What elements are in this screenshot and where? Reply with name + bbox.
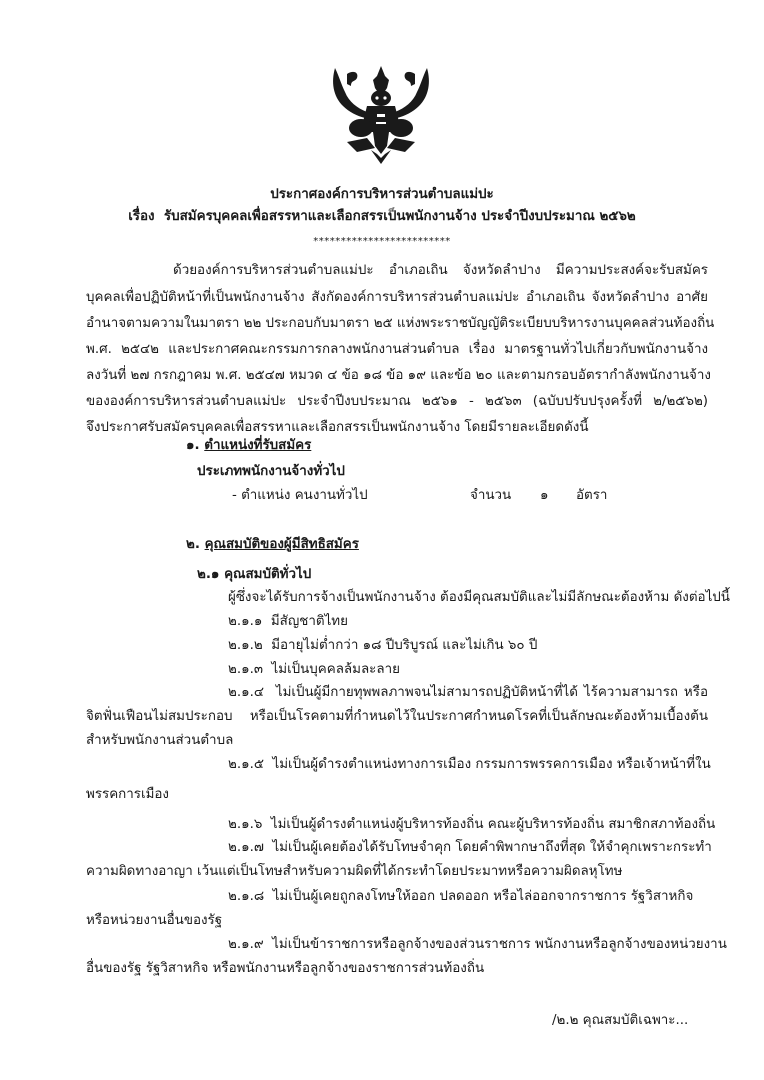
qualification-item xyxy=(228,936,727,954)
section-2-heading xyxy=(186,536,359,554)
item-text: ไม่เป็นข้าราชการหรือลูกจ้างของส่วนราชการ พนักงานหรือลูกจ้างของหน่วยงาน xyxy=(272,937,727,952)
position-unit: อัตรา xyxy=(576,488,608,503)
item-number: ๒.๑.๗ xyxy=(228,840,264,855)
item-number: ๒.๑.๑ xyxy=(228,614,263,629)
subject-text: รับสมัครบุคคลเพื่อสรรหาและเลือกสรรเป็นพนักงานจ้าง ประจำปีงบประมาณ ๒๕๖๒ xyxy=(163,209,636,224)
page-title: ประกาศองค์การบริหารส่วนตำบลแม่ปะ xyxy=(270,187,494,202)
item-number: ๒.๑.๔ xyxy=(228,685,264,700)
intro-line-2: บุคคลเพื่อปฏิบัติหน้าที่เป็นพนักงานจ้าง สังกัดองค์การบริหารส่วนตำบลแม่ปะ อำเภอเถิน จังหวัดลำปาง อาศัย xyxy=(86,290,708,305)
section-2-title: คุณสมบัติของผู้มีสิทธิสมัคร xyxy=(204,537,359,552)
item-text: มีอายุไม่ต่ำกว่า ๑๘ ปีบริบูรณ์ และไม่เกิน ๖๐ ปี xyxy=(271,638,538,653)
intro-line-1: ด้วยองค์การบริหารส่วนตำบลแม่ปะ อำเภอเถิน จังหวัดลำปาง มีความประสงค์จะรับสมัคร xyxy=(173,263,708,278)
item-continuation: พรรคการเมือง xyxy=(86,787,169,802)
item-text: ไม่เป็นผู้ดำรงตำแหน่งทางการเมือง กรรมการพรรคการเมือง หรือเจ้าหน้าที่ใน xyxy=(272,757,711,772)
continuation-note: /๒.๒ คุณสมบัติเฉพาะ... xyxy=(552,1013,689,1028)
item-number: ๒.๑.๖ xyxy=(228,817,263,832)
subject-label: เรื่อง xyxy=(128,209,155,224)
position-count-label: จำนวน xyxy=(470,488,512,503)
intro-line-4: พ.ศ. ๒๕๔๒ และประกาศคณะกรรมการกลางพนักงานส่วนตำบล เรื่อง มาตรฐานทั่วไปเกี่ยวกับพนักงานจ้าง xyxy=(86,342,708,357)
intro-line-6: ขององค์การบริหารส่วนตำบลแม่ปะ ประจำปีงบประมาณ ๒๕๖๑ - ๒๕๖๓ (ฉบับปรับปรุงครั้งที่ ๒/๒๕๖๒) xyxy=(86,394,708,409)
item-text: ไม่เป็นผู้เคยต้องได้รับโทษจำคุก โดยคำพิพากษาถึงที่สุด ให้จำคุกเพราะกระทำ xyxy=(272,840,712,855)
item-text: ไม่เป็นผู้เคยถูกลงโทษให้ออก ปลดออก หรือไล่ออกจากราชการ รัฐวิสาหกิจ xyxy=(272,889,694,904)
item-text: ไม่เป็นผู้ดำรงตำแหน่งผู้บริหารท้องถิ่น คณะผู้บริหารท้องถิ่น สมาชิกสภาท้องถิ่น xyxy=(270,817,716,832)
qualification-item xyxy=(228,637,537,655)
item-continuation: อื่นของรัฐ รัฐวิสาหกิจ หรือพนักงานหรือลูกจ้างของราชการส่วนท้องถิ่น xyxy=(86,961,485,976)
section-2-number: ๒. xyxy=(186,537,200,552)
intro-line-3: อำนาจตามความในมาตรา ๒๒ ประกอบกับมาตรา ๒๕ แห่งพระราชบัญญัติระเบียบบริหารงานบุคคลส่วนท้องถิ่น xyxy=(86,316,715,331)
item-number: ๒.๑.๒ xyxy=(228,638,263,653)
section-1-heading xyxy=(186,437,311,455)
intro-line-5: ลงวันที่ ๒๗ กรกฎาคม พ.ศ. ๒๕๔๗ หมวด ๔ ข้อ ๑๘ ข้อ ๑๙ และข้อ ๒๐ และตามกรอบอัตรากำลังพนักงานจ้าง xyxy=(86,368,711,383)
item-number: ๒.๑.๓ xyxy=(228,662,263,677)
item-continuation: จิตฟั่นเฟือนไม่สมประกอบ หรือเป็นโรคตามที่กำหนดไว้ในประกาศกำหนดโรคที่เป็นลักษณะต้องห้ามเบื้องต้น xyxy=(86,709,708,724)
item-continuation: สำหรับพนักงานส่วนตำบล xyxy=(86,733,234,748)
item-number: ๒.๑.๕ xyxy=(228,757,264,772)
intro-line-7: จึงประกาศรับสมัครบุคคลเพื่อสรรหาและเลือกสรรเป็นพนักงานจ้าง โดยมีรายละเอียดดังนี้ xyxy=(86,420,589,435)
item-text: ไม่เป็นบุคคลล้มละลาย xyxy=(271,662,400,677)
item-number: ๒.๑.๘ xyxy=(228,889,265,904)
qualification-lead: ผู้ซึ่งจะได้รับการจ้างเป็นพนักงานจ้าง ต้องมีคุณสมบัติและไม่มีลักษณะต้องห้าม ดังต่อไปนี้ xyxy=(228,590,730,605)
qualification-item xyxy=(228,888,708,906)
position-count: ๑ xyxy=(540,488,549,503)
qualification-item xyxy=(228,839,712,857)
title-divider: ************************* xyxy=(313,236,451,247)
qualification-item xyxy=(228,684,708,702)
item-number: ๒.๑.๙ xyxy=(228,937,264,952)
qualification-item xyxy=(228,756,711,774)
qualification-item xyxy=(228,816,715,834)
item-text: มีสัญชาติไทย xyxy=(270,614,348,629)
employee-category: ประเภทพนักงานจ้างทั่วไป xyxy=(197,464,345,479)
section-1-number: ๑. xyxy=(186,438,200,453)
item-text: ไม่เป็นผู้มีกายทุพพลภาพจนไม่สามารถปฏิบัติหน้าที่ได้ ไร้ความสามารถ หรือ xyxy=(275,685,708,700)
subsection-2-1-title: คุณสมบัติทั่วไป xyxy=(224,567,312,582)
item-continuation: ความผิดทางอาญา เว้นแต่เป็นโทษสำหรับความผิดที่ได้กระทำโดยประมาทหรือความผิดลหุโทษ xyxy=(86,864,623,879)
qualification-item xyxy=(228,661,400,679)
subsection-2-1-number: ๒.๑ xyxy=(197,567,220,582)
qualification-item xyxy=(228,613,348,631)
section-1-title: ตำแหน่งที่รับสมัคร xyxy=(204,438,312,453)
position-label: - ตำแหน่ง คนงานทั่วไป xyxy=(232,488,368,503)
subject-line xyxy=(0,208,764,226)
garuda-emblem-icon xyxy=(327,62,435,166)
subsection-2-1-heading xyxy=(197,566,311,584)
item-continuation: หรือหน่วยงานอื่นของรัฐ xyxy=(86,913,223,928)
